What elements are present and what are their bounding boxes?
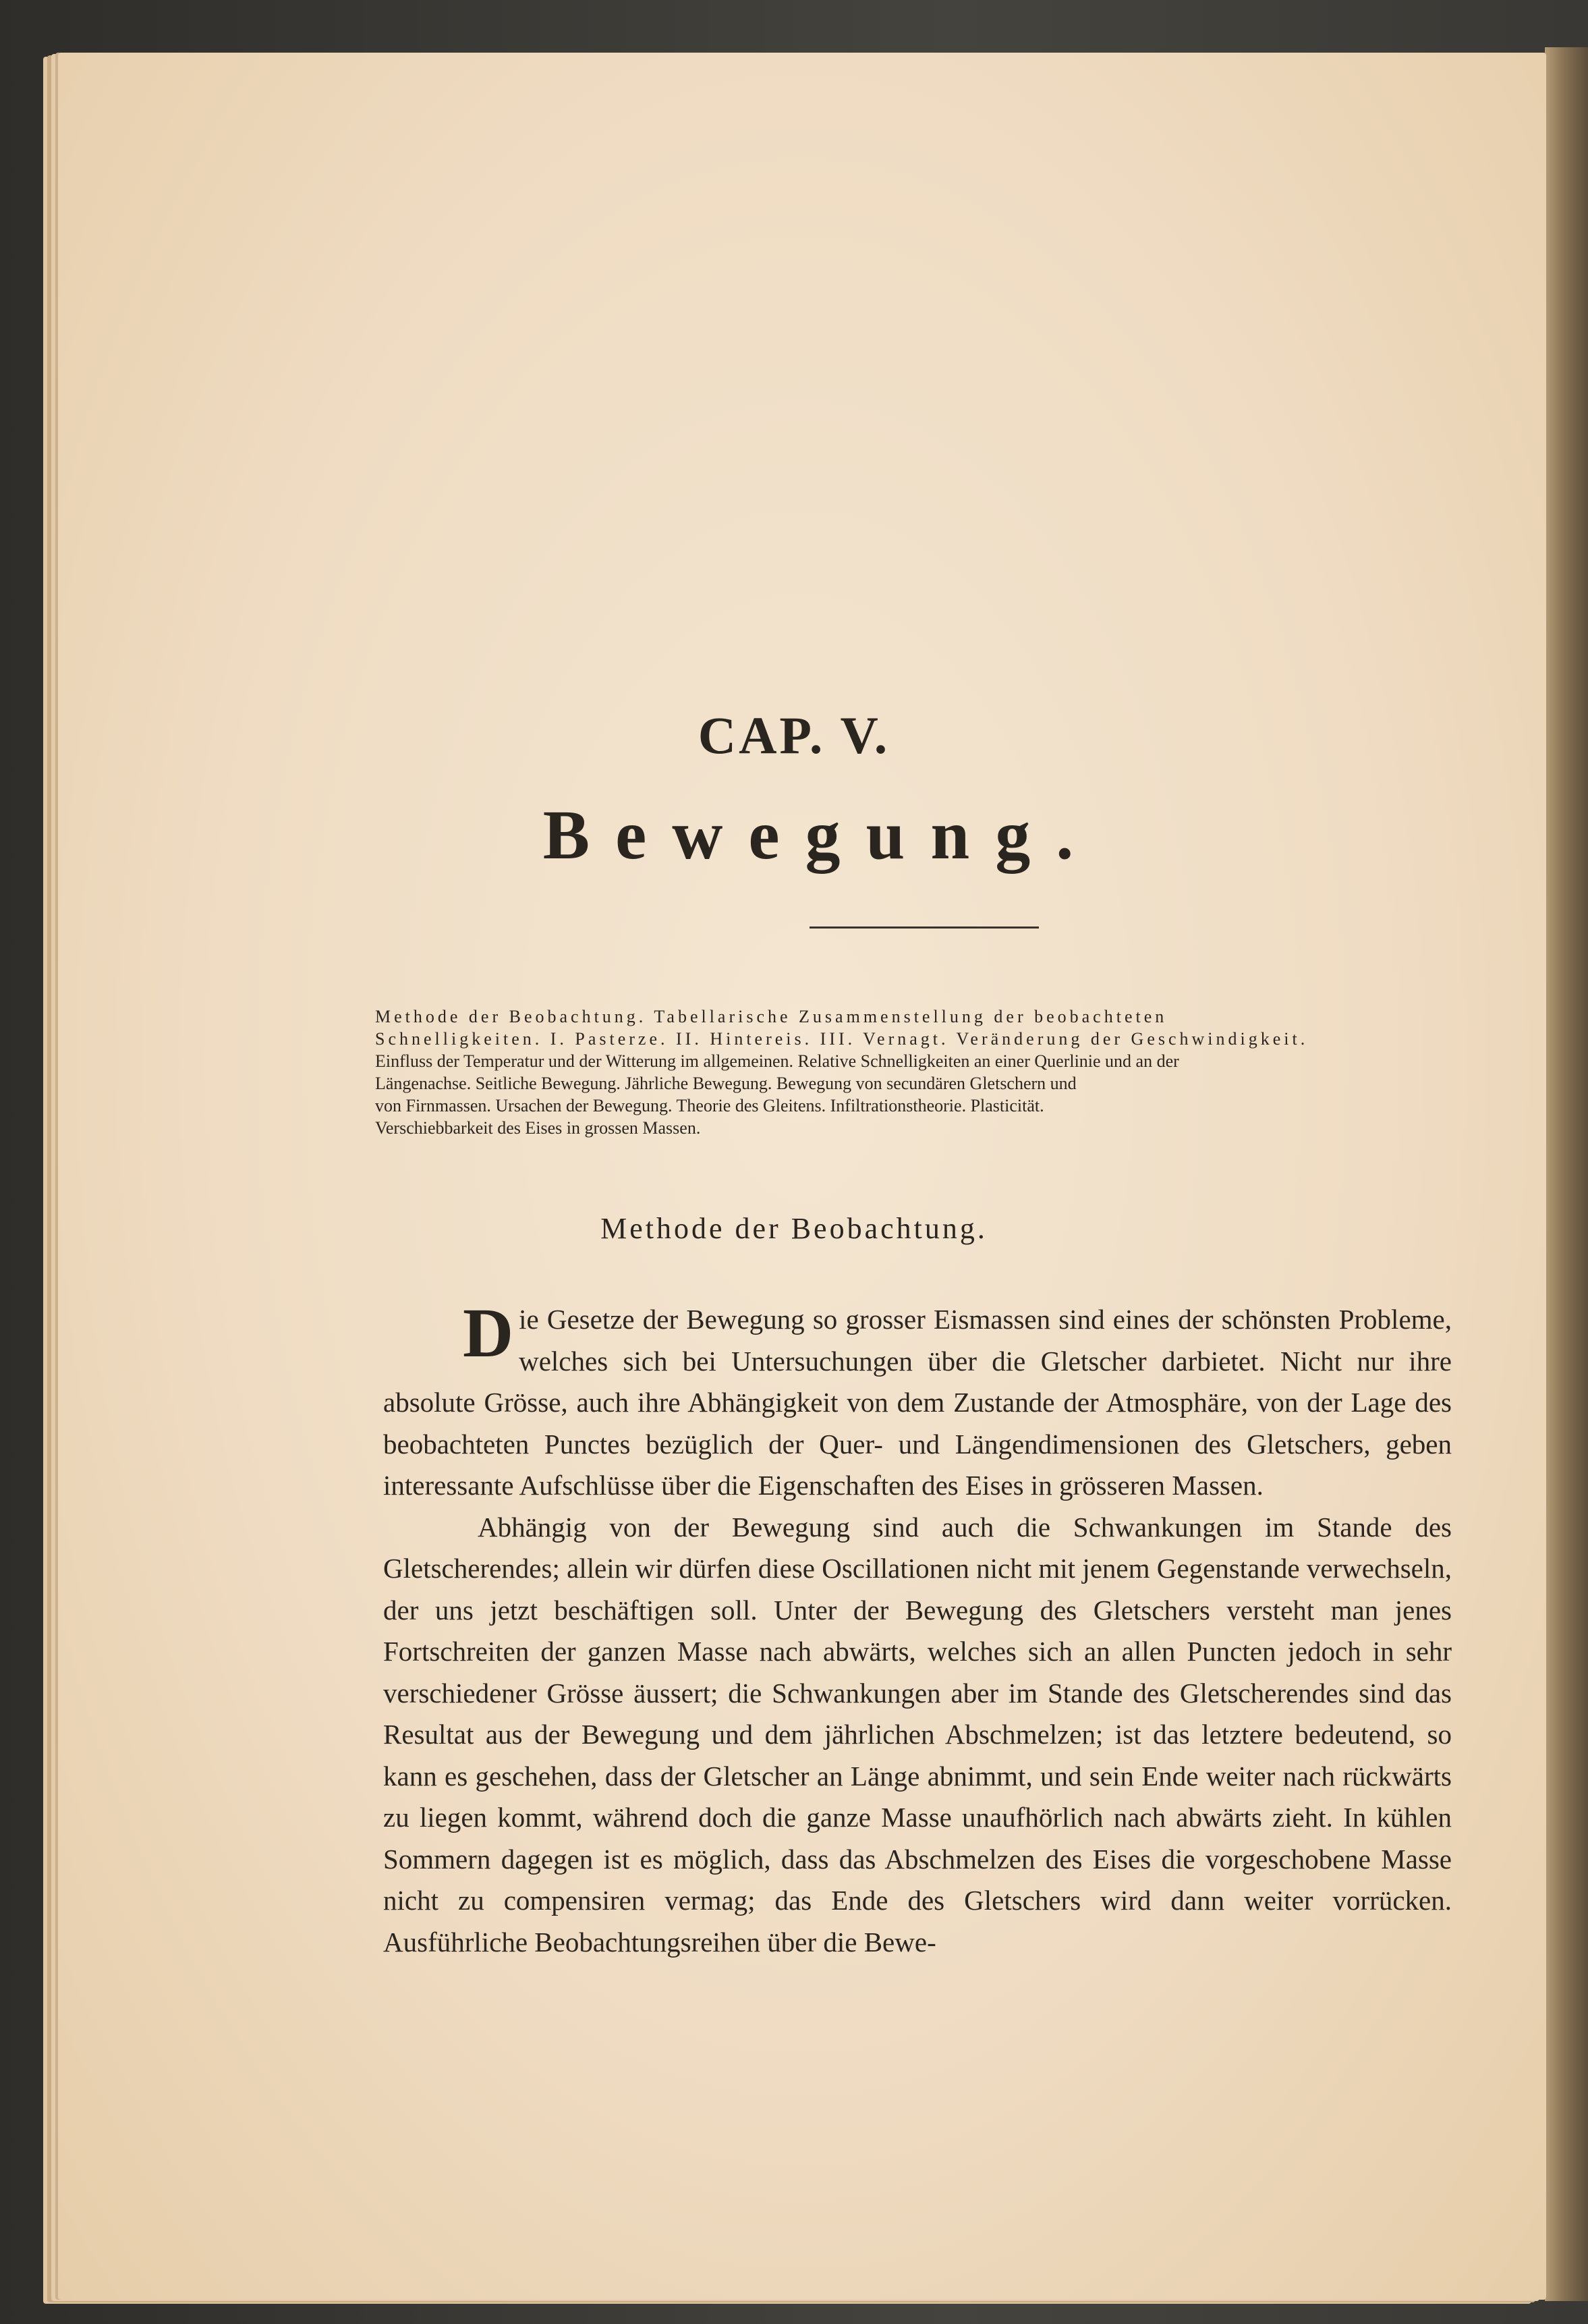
chapter-label: CAP. V. — [698, 706, 890, 765]
book-edge — [1545, 47, 1588, 2301]
paragraph — [383, 1294, 1452, 1507]
summary-line: Längenachse. Seitliche Bewegung. Jährliche Bewegung. Bewegung von secundären Gletschern und — [375, 1074, 1077, 1093]
summary-line: Schnelligkeiten. I. Pasterze. II. Hintereis. III. Vernagt. Veränderung der Geschwindigkeit. — [375, 1029, 1309, 1049]
drop-cap: D — [463, 1294, 514, 1372]
summary-line: Einfluss der Temperatur und der Witterung im allgemeinen. Relative Schnelligkeiten an einer Querlinie und an der — [375, 1051, 1179, 1071]
summary-line: von Firnmassen. Ursachen der Bewegung. Theorie des Gleitens. Infiltrationstheorie. Plasticität. — [375, 1096, 1044, 1115]
section-heading: Methode der Beobachtung. — [600, 1212, 988, 1245]
body-text — [383, 1294, 1452, 1963]
title-rule — [810, 926, 1039, 929]
summary-line: Methode der Beobachtung. Tabellarische Zusammenstellung der beobachteten — [375, 1007, 1168, 1026]
summary-line: Verschiebbarkeit des Eises in grossen Massen. — [375, 1118, 701, 1138]
chapter-summary — [375, 1005, 1450, 1139]
chapter-title: Bewegung. — [542, 796, 1100, 874]
paragraph: Abhängig von der Bewegung sind auch die Schwankungen im Stande des Gletscherendes; allein wir dürfen diese Oscillationen nicht mit jenem Gegenstande verwechseln, der uns jetzt beschäftigen soll. Unter der Bewegung des Gletschers versteht man jenes Fortschreiten der ganzen Masse nach abwärts, welches sich an allen Puncten jedoch in sehr verschiedener Grösse äussert; die Schwankungen aber im Stande des Gletscherendes sind das Resultat aus der Bewegung und dem jährlichen Abschmelzen; ist das letztere bedeutend, so kann es geschehen, dass der Gletscher an Länge abnimmt, und sein Ende weiter nach rückwärts zu liegen kommt, während doch die ganze Masse unaufhörlich nach abwärts zieht. In kühlen Sommern dagegen ist es möglich, dass das Abschmelzen des Eises die vorgeschobene Masse nicht zu compensiren vermag; das Ende des Gletschers wird dann weiter vorrücken. Ausführliche Beobachtungsreihen über die Bewe- — [383, 1511, 1452, 1958]
paragraph-text: ie Gesetze der Bewegung so grosser Eismassen sind eines der schönsten Probleme, welches sich bei Untersuchungen über die Gletscher darbietet. Nicht nur ihre absolute Grösse, auch ihre Abhängigkeit von dem Zustande der Atmosphäre, von der Lage des beobachteten Punctes bezüglich der Quer- und Längendimensionen des Gletschers, geben interessante Aufschlüsse über die Eigenschaften des Eises in grösseren Massen. — [383, 1304, 1452, 1501]
